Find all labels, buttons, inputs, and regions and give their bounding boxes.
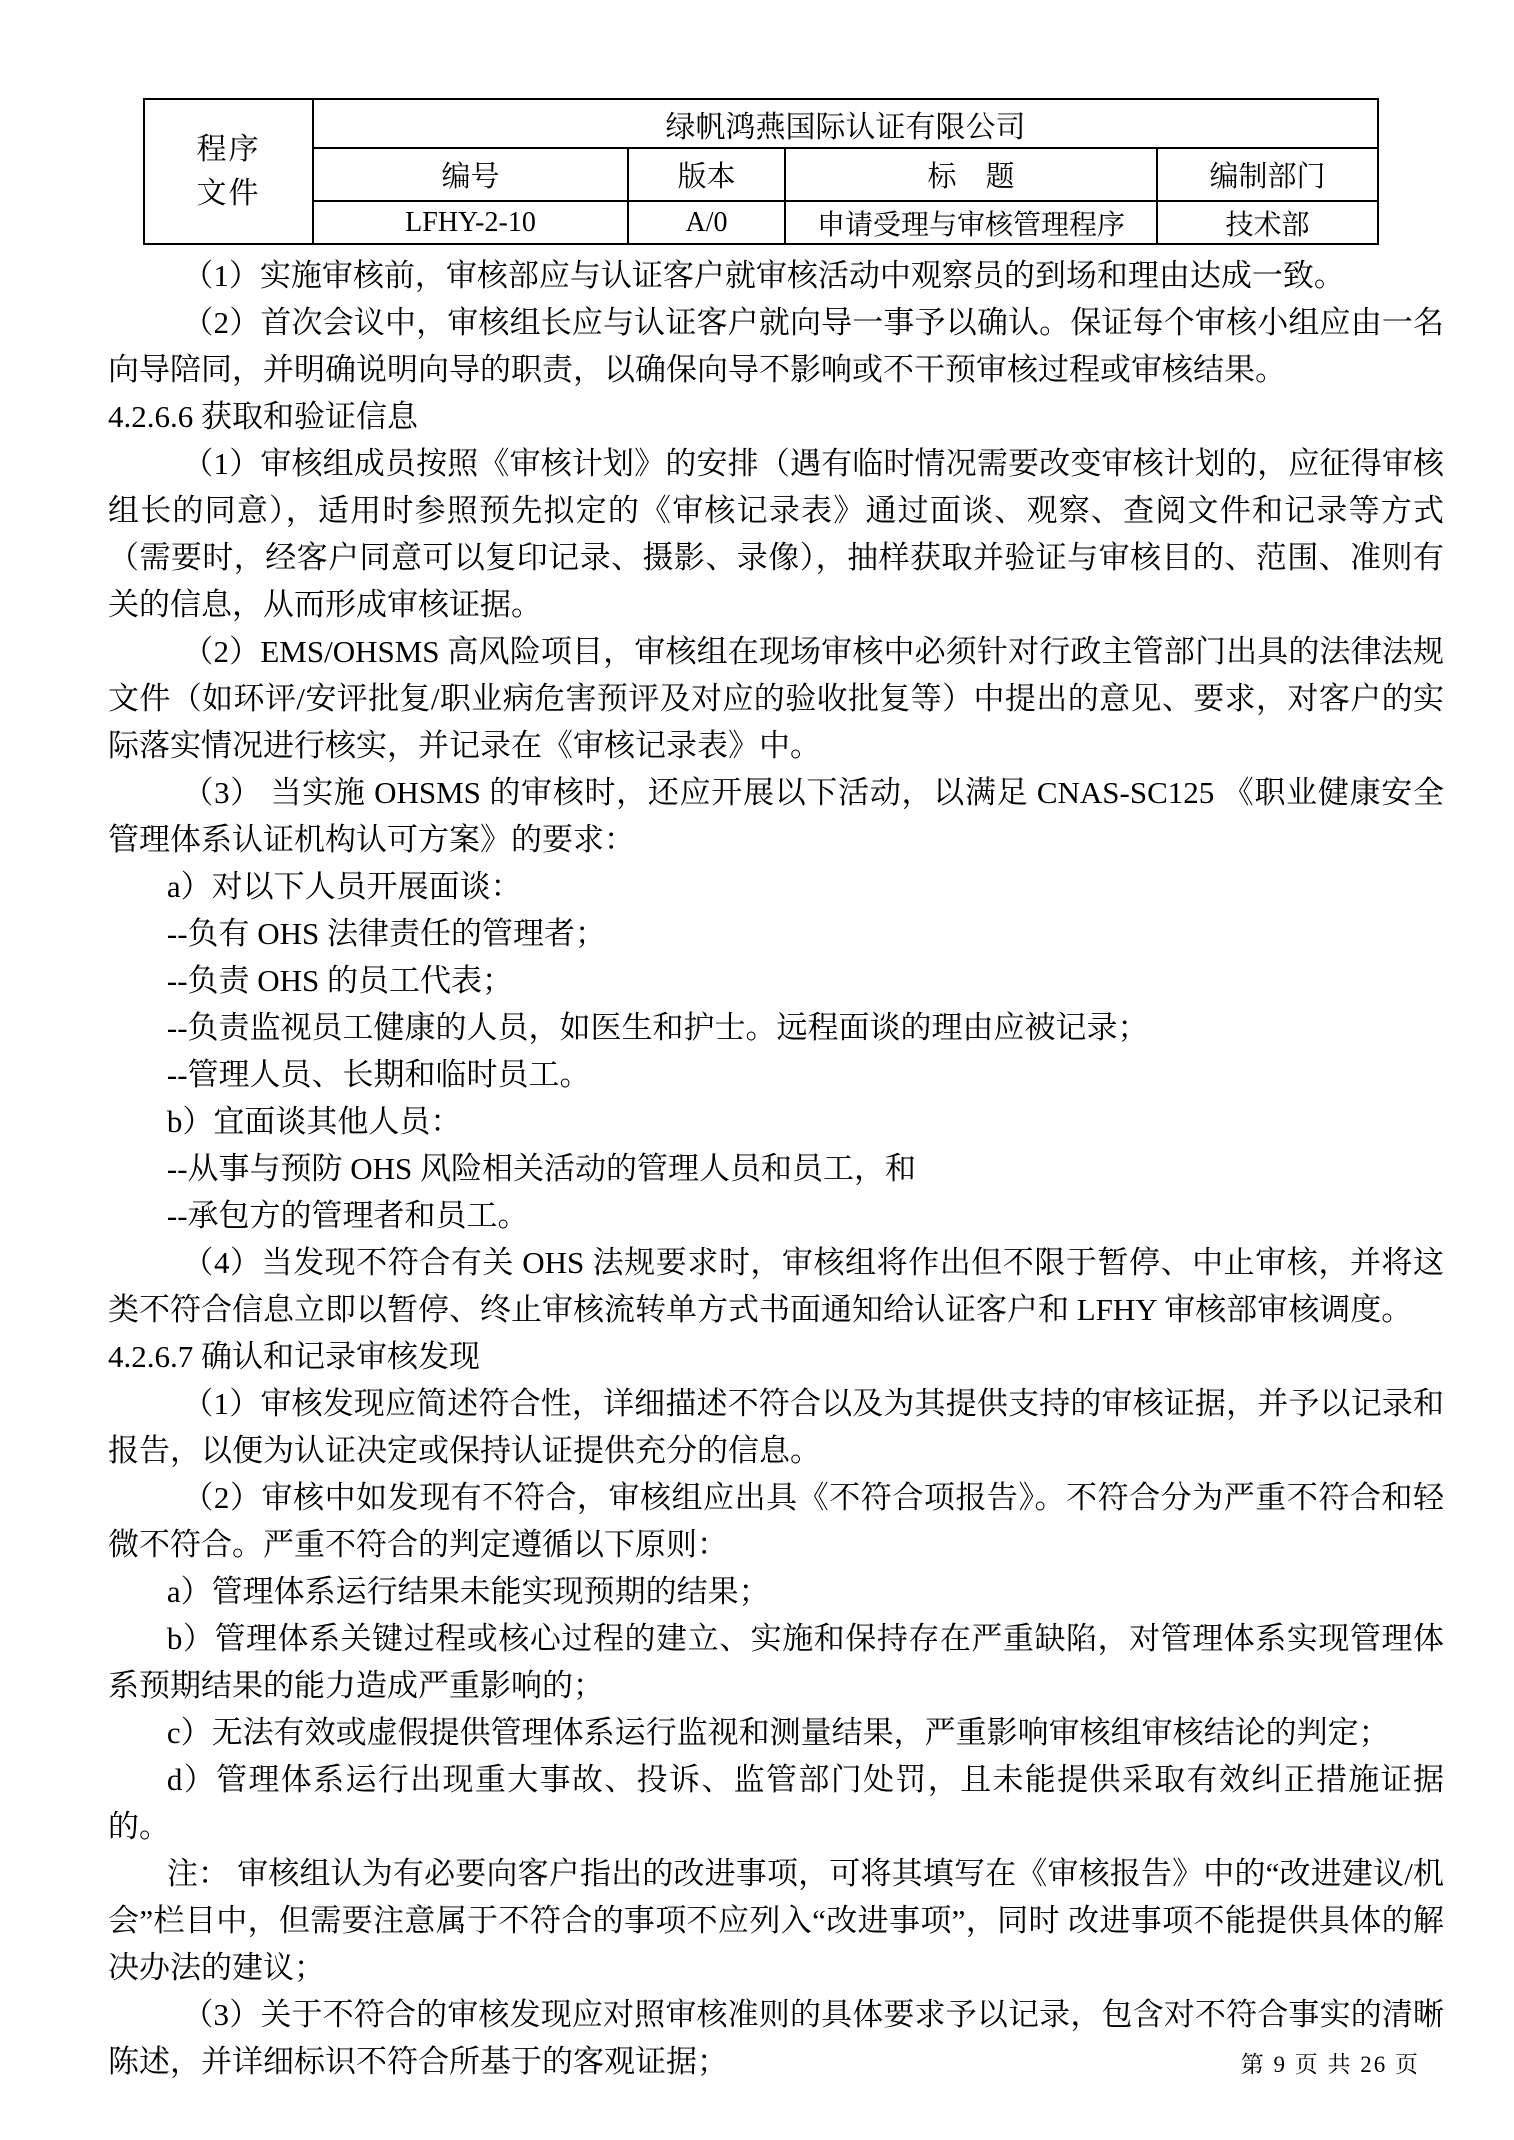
paragraph: （4）当发现不符合有关 OHS 法规要求时，审核组将作出但不限于暂停、中止审核，并将这类不符合信息立即以暂停、终止审核流转单方式书面通知给认证客户和 LFHY 审核部审核调度。 [108,1245,1444,1327]
doc-dept-value: 技术部 [1157,201,1378,244]
doc-type-label: 程序文件 [196,132,261,210]
paragraph: --负责 OHS 的员工代表； [166,963,514,998]
dept-label: 编制部门 [1157,148,1378,201]
paragraph: （2）首次会议中，审核组长应与认证客户就向导一事予以确认。保证每个审核小组应由一名向导陪同，并明确说明向导的职责，以确保向导不影响或不干预审核过程或审核结果。 [108,305,1444,387]
page-number: 第 9 页 共 26 页 [1240,2052,1420,2077]
paragraph: （2）EMS/OHSMS 高风险项目，审核组在现场审核中必须针对行政主管部门出具的法律法规文件（如环评/安评批复/职业病危害预评及对应的验收批复等）中提出的意见、要求，对客户的实际落实情况进行核实，并记录在《审核记录表》中。 [108,634,1444,763]
doc-number-value: LFHY-2-10 [313,201,628,244]
doc-type-cell [144,99,313,244]
paragraph: c）无法有效或虚假提供管理体系运行监视和测量结果，严重影响审核组审核结论的判定； [166,1715,1390,1750]
paragraph: （3）关于不符合的审核发现应对照审核准则的具体要求予以记录，包含对不符合事实的清晰陈述，并详细标识不符合所基于的客观证据； [108,1997,1444,2079]
paragraph: --从事与预防 OHS 风险相关活动的管理人员和员工，和 [166,1151,917,1186]
paragraph: （1）审核组成员按照《审核计划》的安排（遇有临时情况需要改变审核计划的，应征得审核组长的同意），适用时参照预先拟定的《审核记录表》通过面谈、观察、查阅文件和记录等方式（需要时，经客户同意可以复印记录、摄影、录像），抽样获取并验证与审核目的、范围、准则有关的信息，从而形成审核证据。 [108,446,1444,622]
paragraph: a）对以下人员开展面谈： [166,869,522,904]
body-text [108,252,1444,2085]
paragraph: 4.2.6.7 确认和记录审核发现 [108,1339,480,1374]
paragraph: （1）实施审核前，审核部应与认证客户就审核活动中观察员的到场和理由达成一致。 [182,258,1345,293]
doc-title-value: 申请受理与审核管理程序 [785,201,1157,244]
paragraph: d）管理体系运行出现重大事故、投诉、监管部门处罚，且未能提供采取有效纠正措施证据的。 [108,1762,1444,1844]
paragraph: 注： 审核组认为有必要向客户指出的改进事项，可将其填写在《审核报告》中的“改进建议/机会”栏目中，但需要注意属于不符合的事项不应列入“改进事项”，同时 改进事项不能提供具体的解决办法的建议； [108,1856,1444,1985]
version-label: 版本 [628,148,785,201]
paragraph: --负有 OHS 法律责任的管理者； [166,916,607,951]
paragraph: （3） 当实施 OHSMS 的审核时，还应开展以下活动，以满足 CNAS-SC125 《职业健康安全管理体系认证机构认可方案》的要求： [108,775,1444,857]
paragraph: b）管理体系关键过程或核心过程的建立、实施和保持存在严重缺陷，对管理体系实现管理体系预期结果的能力造成严重影响的； [108,1621,1444,1703]
paragraph: --承包方的管理者和员工。 [166,1198,529,1233]
paragraph: （1）审核发现应简述符合性，详细描述不符合以及为其提供支持的审核证据，并予以记录和报告，以便为认证决定或保持认证提供充分的信息。 [108,1386,1444,1468]
company-name: 绿帆鸿燕国际认证有限公司 [313,99,1378,148]
paragraph: --负责监视员工健康的人员，如医生和护士。远程面谈的理由应被记录； [166,1010,1149,1045]
paragraph: 4.2.6.6 获取和验证信息 [108,399,418,434]
doc-version-value: A/0 [628,201,785,244]
procedure-header-table [143,98,1379,245]
paragraph: （2）审核中如发现有不符合，审核组应出具《不符合项报告》。不符合分为严重不符合和轻微不符合。严重不符合的判定遵循以下原则： [108,1480,1444,1562]
document-page [108,98,1444,2085]
title-label: 标 题 [785,148,1157,201]
paragraph: --管理人员、长期和临时员工。 [166,1057,591,1092]
number-label: 编号 [313,148,628,201]
paragraph: a）管理体系运行结果未能实现预期的结果； [166,1574,770,1609]
paragraph: b）宜面谈其他人员： [166,1104,462,1139]
